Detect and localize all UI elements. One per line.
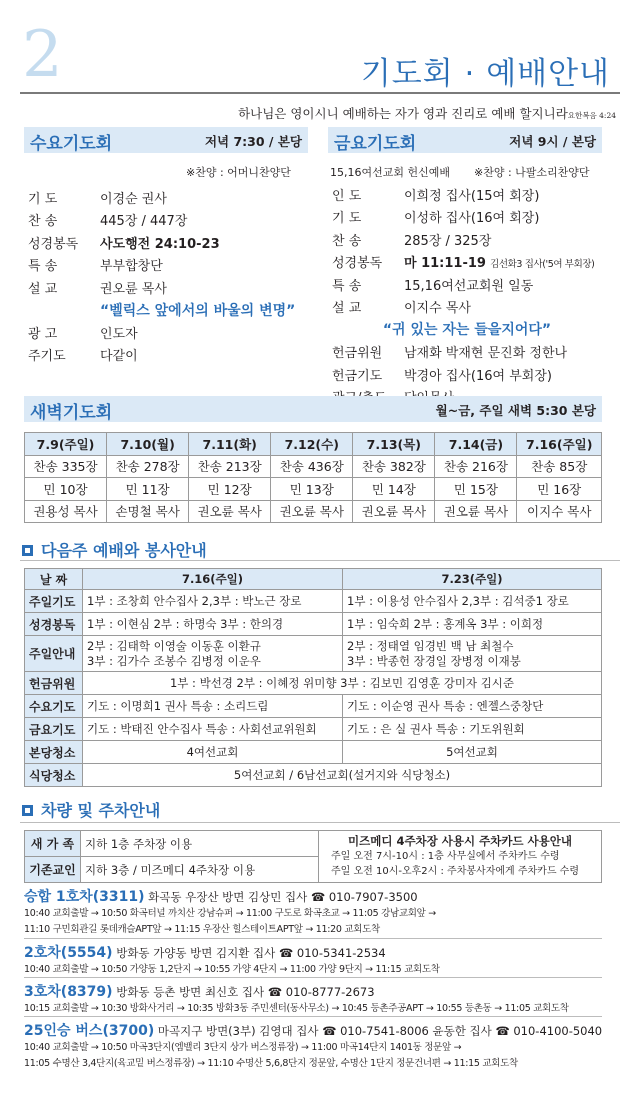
service-table (24, 568, 602, 787)
service-heading-text: 다음주 예배와 봉사안내 (41, 541, 207, 560)
wednesday-row (28, 231, 308, 254)
wednesday-time: 저녁 7:30 / 본당 (204, 134, 302, 149)
dawn-time: 월~금, 주일 새벽 5:30 본당 (435, 403, 596, 418)
row-value: 285장 / 325장 (404, 233, 492, 249)
dawn-hymn: 찬송 278장 (107, 455, 189, 478)
dawn-schedule-table (24, 432, 602, 523)
dawn-bible: 민 15장 (435, 478, 517, 501)
dawn-day: 7.11(화) (189, 433, 271, 456)
service-cell: 5여선교회 / 6남선교회(설거지와 식당청소) (83, 764, 602, 787)
dawn-preacher-row (25, 500, 602, 523)
dawn-title: 새벽기도회 (30, 403, 113, 423)
service-cell: 기도 : 박태진 안수집사 특송 : 사회선교위원회 (83, 718, 343, 741)
bus-divider (24, 1016, 602, 1017)
service-cell: 1부 : 박선경 2부 : 이혜정 위미향 3부 : 김보민 김영훈 강미자 김시준 (83, 672, 602, 695)
dawn-day: 7.14(금) (435, 433, 517, 456)
dawn-day: 7.16(주일) (517, 433, 602, 456)
dawn-preacher: 손명철 목사 (107, 500, 189, 523)
service-divider (20, 560, 620, 561)
wednesday-title: 수요기도회 (30, 134, 113, 154)
friday-row (332, 273, 602, 296)
service-label: 주일기도 (25, 590, 83, 613)
parking-value: 지하 3층 / 미즈메디 4주차장 이용 (81, 857, 319, 883)
bus-info: 방화동 등촌 방면 최신호 집사 ☎ 010-8777-2673 (112, 985, 375, 999)
service-cell: 2부 : 정태열 임경빈 백 남 최철수 (347, 638, 514, 653)
row-label: 광 고 (28, 326, 58, 342)
bus-3-block (24, 981, 602, 1017)
bus-route: 10:15 교회출발 → 10:30 방화사거리 → 10:35 방화3동 주민센터(동사무소) → 10:45 등촌주공APT → 10:55 등촌동 → 11:05 교회도착 (24, 1003, 569, 1014)
service-date: 7.23(주일) (343, 569, 602, 590)
bus-divider (24, 977, 602, 978)
parking-heading (22, 798, 160, 821)
friday-sermon-row (332, 318, 602, 341)
row-label: 헌금위원 (332, 346, 383, 362)
dawn-preacher: 권용성 목사 (25, 500, 107, 523)
friday-row (332, 341, 602, 364)
friday-sermon-title: “귀 있는 자는 들을지어다” (382, 322, 552, 339)
row-value: 이희정 집사(15여 회장) (404, 188, 540, 204)
friday-row (332, 206, 602, 229)
service-cell: 1부 : 임숙희 2부 : 홍계옥 3부 : 이희정 (343, 613, 602, 636)
dawn-bible: 민 10장 (25, 478, 107, 501)
service-label: 본당청소 (25, 741, 83, 764)
row-value: 이경순 권사 (100, 191, 167, 207)
service-row (25, 636, 602, 672)
notice-line: 주일 오전 7시-10시 : 1층 사무실에서 주차카드 수령 (331, 851, 560, 862)
dawn-bible: 민 11장 (107, 478, 189, 501)
row-value: 사도행전 24:10-23 (100, 236, 220, 252)
dawn-day: 7.13(목) (353, 433, 435, 456)
dawn-preacher: 권오륜 목사 (435, 500, 517, 523)
row-label: 기 도 (28, 191, 58, 207)
verse-text: 하나님은 영이시니 예배하는 자가 영과 진리로 예배 할지니라 (238, 106, 568, 121)
square-icon (22, 805, 33, 816)
bus-name: 25인승 버스(3700) (24, 1023, 155, 1039)
row-label: 특 송 (332, 278, 362, 294)
row-value: 다같이 (100, 349, 138, 365)
service-cell: 5여선교회 (343, 741, 602, 764)
row-label: 성경봉독 (28, 236, 79, 252)
dawn-hymn: 찬송 436장 (271, 455, 353, 478)
bus-info: 마곡지구 방면(3부) 김영대 집사 ☎ 010-7541-8006 윤동한 집사 ☎ 010-4100-5040 (154, 1024, 603, 1038)
page-number: 2 (22, 18, 63, 92)
wednesday-row (28, 276, 308, 299)
bus-route: 11:10 구민회관길 롯데캐슬APT앞 → 11:15 우장산 힐스테이트APT앞 → 11:20 교회도착 (24, 924, 380, 935)
dawn-day: 7.12(수) (271, 433, 353, 456)
row-label: 설 교 (28, 281, 58, 297)
row-value: 인도자 (100, 326, 138, 342)
row-label: 헌금기도 (332, 368, 383, 384)
bus-name: 승합 1호차(3311) (24, 889, 145, 905)
service-cell: 3부 : 김가수 조봉수 김병정 이운우 (87, 653, 261, 668)
bus-1-block (24, 886, 602, 938)
bus-info: 방화동 가양동 방면 김지환 집사 ☎ 010-5341-2534 (112, 946, 386, 960)
wednesday-sermon-title: “벨릭스 앞에서의 바울의 변명” (100, 302, 296, 319)
row-label: 성경봉독 (332, 256, 383, 272)
service-cell: 1부 : 이현심 2부 : 하명숙 3부 : 한의경 (83, 613, 343, 636)
dawn-preacher: 이지수 목사 (517, 500, 602, 523)
service-label: 주일안내 (25, 636, 83, 672)
row-value: 박경아 집사(16여 부회장) (404, 368, 552, 384)
dawn-hymn: 찬송 216장 (435, 455, 517, 478)
dawn-preacher: 권오륜 목사 (271, 500, 353, 523)
service-row (25, 590, 602, 613)
row-label: 인 도 (332, 188, 362, 204)
row-extra: 김선화3 집사('5여 부회장) (490, 259, 595, 271)
parking-divider (20, 822, 620, 823)
friday-row (332, 251, 602, 274)
service-label: 헌금위원 (25, 672, 83, 695)
service-row (25, 718, 602, 741)
row-value: 마 11:11-19 (404, 256, 486, 272)
parking-label: 새 가 족 (25, 831, 81, 857)
row-label: 찬 송 (332, 233, 362, 249)
date-label: 날 짜 (25, 569, 83, 590)
dawn-bible: 민 13장 (271, 478, 353, 501)
parking-heading-text: 차량 및 주차안내 (41, 801, 161, 820)
scripture-verse (238, 104, 616, 122)
bus-route: 11:05 수명산 3,4단지(육교밑 버스정류장) → 11:10 수명산 5,6,8단지 정문앞, 수명산 1단지 정문건너편 → 11:15 교회도착 (24, 1058, 518, 1069)
row-value: 445장 / 447장 (100, 214, 188, 230)
service-label: 성경봉독 (25, 613, 83, 636)
service-cell: 기도 : 은 실 권사 특송 : 기도위원회 (343, 718, 602, 741)
friday-header (328, 127, 602, 153)
friday-title: 금요기도회 (334, 134, 417, 154)
friday-hymn-note: ※찬양 : 나팔소리찬양단 (474, 166, 590, 179)
bus-name: 2호차(5554) (24, 945, 113, 961)
bus-info: 화곡동 우장산 방면 김상민 집사 ☎ 010-7907-3500 (144, 890, 418, 904)
service-row (25, 695, 602, 718)
square-icon (22, 545, 33, 556)
service-cell: 2부 : 김태학 이영술 이동훈 이환규 (87, 638, 261, 653)
dawn-hymn: 찬송 85장 (517, 455, 602, 478)
friday-row (332, 183, 602, 206)
friday-row (332, 363, 602, 386)
dawn-bible: 민 14장 (353, 478, 435, 501)
notice-line: 주일 오전 10시-오후2시 : 주차봉사자에게 주차카드 수령 (331, 866, 579, 877)
row-label: 설 교 (332, 301, 362, 317)
service-cell: 1부 : 이용성 안수집사 2,3부 : 김석중1 장로 (343, 590, 602, 613)
wednesday-row (28, 321, 308, 344)
service-cell: 기도 : 이순영 권사 특송 : 엔젤스중창단 (343, 695, 602, 718)
friday-row (332, 228, 602, 251)
parking-card-notice (319, 831, 602, 883)
dawn-hymn: 찬송 335장 (25, 455, 107, 478)
row-value: 15,16여선교회원 일동 (404, 278, 534, 294)
bus-route: 10:40 교회출발 → 10:50 화곡터널 까치산 강남슈퍼 → 11:00 구도로 화곡초교 → 11:05 강남교회앞 → (24, 908, 436, 919)
notice-title: 미즈메디 4주차장 사용시 주차카드 사용안내 (348, 834, 572, 848)
service-cell: 3부 : 박종헌 장경일 장병정 이재붕 (347, 653, 521, 668)
service-cell: 1부 : 조창희 안수집사 2,3부 : 박노근 장로 (83, 590, 343, 613)
dawn-header (24, 396, 602, 422)
row-value: 이지수 목사 (404, 301, 471, 317)
wednesday-row (28, 209, 308, 232)
bus-4-block (24, 1020, 602, 1072)
service-label: 수요기도 (25, 695, 83, 718)
dawn-preacher: 권오륜 목사 (353, 500, 435, 523)
service-cell: 4여선교회 (83, 741, 343, 764)
friday-time: 저녁 9시 / 본당 (509, 134, 596, 149)
service-heading (22, 538, 207, 561)
bus-route: 10:40 교회출발 → 10:50 마곡3단지(엠밸리 3단지 상가 버스정류장) → 11:00 마곡14단지 1401동 정문앞 → (24, 1042, 462, 1053)
verse-reference: 요한복음 4:24 (567, 111, 616, 120)
wednesday-hymn-note: ※찬양 : 어머니찬양단 (186, 166, 291, 179)
service-row (25, 764, 602, 787)
dawn-days-row (25, 433, 602, 456)
service-label: 식당청소 (25, 764, 83, 787)
row-label: 주기도 (28, 349, 66, 365)
service-row (25, 613, 602, 636)
dawn-bible-row (25, 478, 602, 501)
service-row (25, 741, 602, 764)
friday-row (332, 296, 602, 319)
row-value: 이성하 집사(16여 회장) (404, 211, 540, 227)
bus-2-block (24, 942, 602, 978)
wednesday-row (28, 186, 308, 209)
dawn-day: 7.9(주일) (25, 433, 107, 456)
dawn-bible: 민 16장 (517, 478, 602, 501)
dawn-day: 7.10(월) (107, 433, 189, 456)
dawn-hymns-row (25, 455, 602, 478)
row-label: 기 도 (332, 211, 362, 227)
row-label: 찬 송 (28, 214, 58, 230)
row-label: 특 송 (28, 259, 58, 275)
friday-service-note: 15,16여선교회 헌신예배 (330, 166, 450, 179)
parking-label: 기존교인 (25, 857, 81, 883)
service-date-row (25, 569, 602, 590)
row-value: 권오륜 목사 (100, 281, 167, 297)
wednesday-order (28, 186, 308, 366)
service-date: 7.16(주일) (83, 569, 343, 590)
service-cell: 기도 : 이명희1 권사 특송 : 소리드림 (83, 695, 343, 718)
dawn-hymn: 찬송 382장 (353, 455, 435, 478)
bus-divider (24, 938, 602, 939)
bus-route: 10:40 교회출발 → 10:50 가양동 1,2단지 → 10:55 가양 4단지 → 11:00 가양 9단지 → 11:15 교회도착 (24, 964, 440, 975)
dawn-hymn: 찬송 213장 (189, 455, 271, 478)
dawn-bible: 민 12장 (189, 478, 271, 501)
service-label: 금요기도 (25, 718, 83, 741)
parking-value: 지하 1층 주차장 이용 (81, 831, 319, 857)
wednesday-row (28, 254, 308, 277)
row-value: 남재화 박재현 문진화 정한나 (404, 346, 568, 362)
service-row (25, 672, 602, 695)
title-divider (20, 92, 620, 94)
wednesday-row (28, 344, 308, 367)
parking-table (24, 830, 602, 883)
wednesday-sermon-row (28, 299, 308, 322)
dawn-preacher: 권오륜 목사 (189, 500, 271, 523)
wednesday-header (24, 127, 308, 153)
row-value: 부부합창단 (100, 259, 163, 275)
page-title: 기도회 · 예배안내 (360, 56, 610, 92)
bus-name: 3호차(8379) (24, 984, 113, 1000)
friday-order (332, 183, 602, 408)
parking-row (25, 831, 602, 857)
